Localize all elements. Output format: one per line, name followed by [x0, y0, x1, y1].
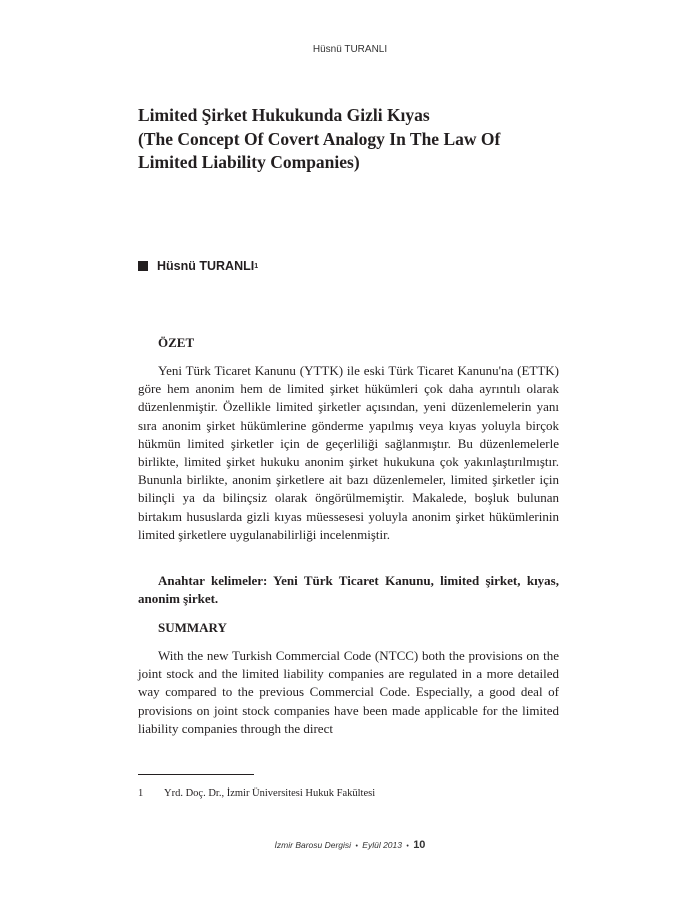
keywords-paragraph	[138, 572, 559, 608]
keywords: Anahtar kelimeler: Yeni Türk Ticaret Kanunu, limited şirket, kıyas, anonim şirket.	[138, 573, 559, 607]
ozet-body: Yeni Türk Ticaret Kanunu (YTTK) ile eski Türk Ticaret Kanunu'na (ETTK) göre hem anonim hem de limited şirket hükümleri çok daha ayrıntılı olarak düzenlenmiştir. Özellikle limited şirketler açısından, yeni düzenlemelerin yanı sıra anonim şirket hükümlerine gönderme yapılmış veya kıyas yoluyla birçok hükmün limited şirketler için de geçerliliği sağlanmıştır. Bu düzenlemelerle birlikte, limited şirket hukuku anonim şirket hukukuna çok yakınlaştırılmıştır. Bununla birlikte, anonim şirketlere ait bazı düzenlemeler, limited şirketler için bilinçli ya da bilinçsiz olarak öngörülmemiştir. Makalede, boşluk bulunan birtakım hususlarda gizli kıyas müessesesi yoluyla anonim şirket hükümlerinin limited şirketlere uygulanabilirliği incelenmiştir.	[138, 363, 559, 542]
summary-body: With the new Turkish Commercial Code (NTCC) both the provisions on the joint stock and the limited liability companies are regulated in a more detailed way compared to the previous Commercial Code. Especially, a good deal of provisions on joint stock companies have been made applicable for the limited liability companies through the direct	[138, 648, 559, 736]
summary-paragraph	[138, 647, 559, 738]
ozet-paragraph	[138, 362, 559, 544]
author-footnote-mark: 1	[254, 262, 259, 270]
footnote	[138, 788, 375, 799]
title-line-1: Limited Şirket Hukukunda Gizli Kıyas	[138, 105, 430, 125]
square-bullet-icon	[138, 261, 148, 271]
ozet-heading: ÖZET	[158, 335, 195, 350]
article-title	[138, 104, 578, 175]
title-line-2: (The Concept Of Covert Analogy In The Law Of	[138, 128, 501, 149]
title-line-3: Limited Liability Companies)	[138, 152, 360, 172]
author-line	[138, 259, 258, 273]
footnote-number: 1	[138, 788, 144, 799]
bullet-icon: •	[355, 843, 358, 850]
footnote-text: Yrd. Doç. Dr., İzmir Üniversitesi Hukuk Fakültesi	[164, 788, 376, 799]
issue-date: Eylül 2013	[362, 840, 402, 850]
summary-heading: SUMMARY	[158, 620, 227, 635]
journal-name: İzmir Barosu Dergisi	[274, 840, 352, 850]
page-number: 10	[413, 839, 426, 851]
running-head: Hüsnü TURANLI	[312, 44, 388, 55]
page-footer	[0, 839, 700, 851]
author-name: Hüsnü TURANLI	[157, 259, 255, 273]
bullet-icon: •	[406, 843, 409, 850]
footnote-divider	[138, 774, 254, 775]
